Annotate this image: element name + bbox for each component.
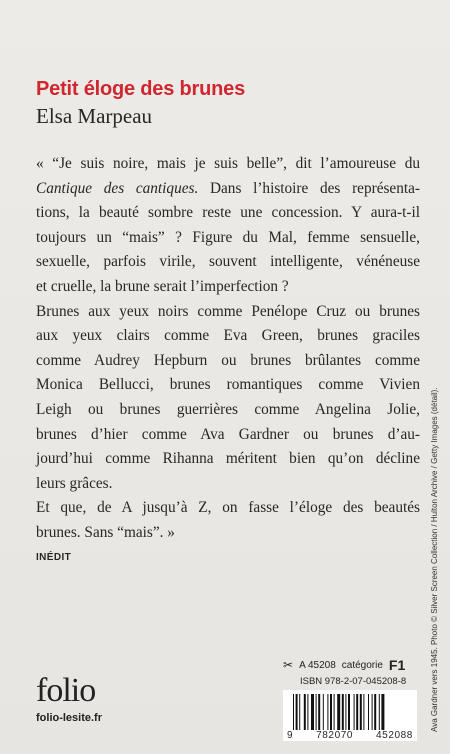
barcode-bar	[318, 694, 320, 730]
barcode-bars	[283, 690, 417, 730]
book-author: Elsa Marpeau	[36, 104, 153, 128]
barcode-bar	[323, 694, 324, 730]
barcode-digit-group: 782070	[316, 730, 354, 741]
scissors-icon: ✂	[283, 658, 294, 672]
barcode-bar	[363, 694, 364, 730]
blurb-text	[36, 152, 420, 546]
barcode-digit-group: 452088	[376, 730, 413, 741]
blurb-line: toujours un “mais” ? Figure du Mal, femme sensuelle,	[36, 228, 420, 246]
barcode-bar	[311, 694, 314, 730]
photo-credit: Ava Gardner vers 1945. Photo © Silver Screen Collection / Hulton Archive / Getty Images (détail).	[430, 387, 439, 732]
catalog-code-row	[283, 657, 405, 673]
barcode-bar	[348, 694, 350, 730]
barcode-bar	[304, 694, 306, 730]
category-label: catégorie	[341, 659, 383, 671]
barcode-bar	[299, 694, 300, 730]
blurb-line: Et que, de A jusqu’à Z, on fasse l’éloge des beautés	[36, 499, 420, 517]
barcode-bar	[379, 694, 380, 730]
blurb-line: Monica Bellucci, brunes romantiques comme Vivien	[36, 376, 420, 394]
barcode-digits	[283, 730, 417, 741]
publisher-logo: folio	[36, 672, 96, 709]
barcode-bar	[374, 694, 376, 730]
blurb-line: sexuelle, parfois virile, souvent intelligente, vénéneuse	[36, 253, 420, 271]
blurb-line: brunes d’hier comme Ava Gardner ou brunes d’au-	[36, 425, 420, 443]
barcode-digit-group: 9	[287, 730, 294, 741]
publisher-website[interactable]: folio-lesite.fr	[36, 712, 103, 724]
blurb-line: et cruelle, la brune serait l’imperfection ?	[36, 277, 289, 295]
blurb-line: Leigh ou brunes guerrières comme Angelina Jolie,	[36, 400, 420, 418]
blurb-italic: Cantique des cantiques.	[36, 179, 199, 197]
isbn: ISBN 978-2-07-045208-8	[300, 676, 407, 687]
catalog-code: A 45208	[299, 659, 336, 671]
blurb-line: tions, la beauté sombre reste une concession. Y aura-t-il	[36, 204, 420, 222]
blurb-line: Brunes aux yeux noirs comme Penélope Cruz ou brunes	[36, 302, 420, 320]
barcode-bar	[337, 694, 340, 730]
blurb-line: brunes. Sans “mais”. »	[36, 523, 175, 541]
blurb-line: jourd’hui comme Rihanna méritent bien qu’on décline	[36, 450, 420, 468]
barcode-bar	[354, 694, 355, 730]
barcode-bar	[293, 694, 294, 730]
inedit-label: INÉDIT	[36, 552, 72, 563]
barcode-bar	[334, 694, 335, 730]
barcode-bar	[360, 694, 362, 730]
blurb-line: aux yeux clairs comme Eva Green, brunes graciles	[36, 327, 420, 345]
barcode-bar	[372, 694, 373, 730]
barcode-bar	[296, 694, 298, 730]
blurb-line: comme Audrey Hepburn ou brunes brûlantes comme	[36, 351, 420, 369]
category-code: F1	[388, 657, 406, 673]
barcode-bar	[307, 694, 308, 730]
barcode-bar	[356, 694, 358, 730]
book-title: Petit éloge des brunes	[36, 78, 245, 100]
barcode-bar	[368, 694, 369, 730]
blurb-line	[36, 177, 420, 202]
barcode-bar	[345, 694, 346, 730]
blurb-line: leurs grâces.	[36, 474, 113, 492]
barcode-bar	[327, 694, 328, 730]
barcode-bar	[342, 694, 344, 730]
blurb-line-rest: Dans l’histoire des représenta-	[198, 179, 421, 197]
blurb-line: « “Je suis noire, mais je suis belle”, dit l’amoureuse du	[36, 155, 420, 172]
barcode-bar	[316, 694, 317, 730]
barcode-bar	[330, 694, 332, 730]
barcode-bar	[381, 694, 384, 730]
